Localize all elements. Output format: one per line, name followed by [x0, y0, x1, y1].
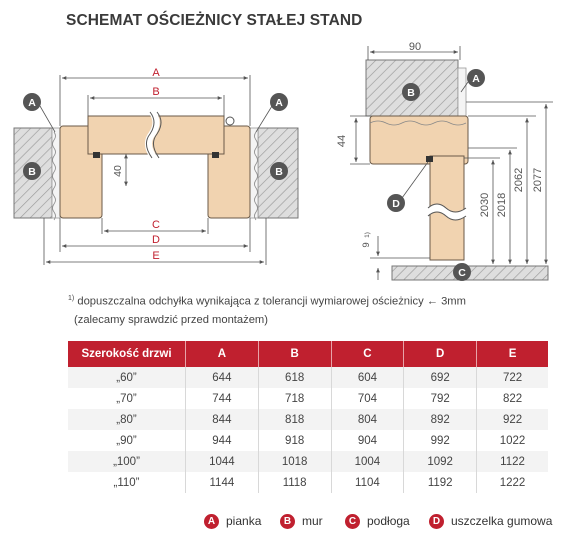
footnote-text-1: dopuszczalna odchyłka wynikająca z tolerancji wymiarowej ościeżnicy ← 3mm — [77, 295, 466, 308]
marker-b-left — [23, 162, 41, 180]
legend-item-foam — [204, 512, 261, 530]
dimensions-table — [68, 341, 548, 493]
cell-d: 892 — [404, 409, 477, 430]
dim-label-e: E — [152, 250, 160, 262]
dim-90: 90 — [408, 41, 422, 53]
dim-2018: 2018 — [496, 192, 508, 218]
cell-a: 1144 — [186, 472, 259, 493]
svg-text:A: A — [472, 73, 480, 85]
dim-2062: 2062 — [513, 167, 525, 193]
cell-e: 822 — [477, 388, 548, 409]
svg-text:A: A — [28, 97, 36, 109]
marker-a-right — [256, 93, 288, 132]
header-b: B — [258, 341, 331, 367]
legend-label-wall: mur — [302, 514, 323, 528]
cell-a: 844 — [186, 409, 259, 430]
dim-label-d: D — [152, 234, 160, 246]
cell-d: 1092 — [404, 451, 477, 472]
cell-b: 1118 — [258, 472, 331, 493]
right-seal — [212, 152, 219, 158]
lintel-foam — [458, 68, 466, 116]
cell-e: 1022 — [477, 430, 548, 451]
cell-e: 922 — [477, 409, 548, 430]
legend-item-seal — [429, 512, 552, 530]
page-title: SCHEMAT OŚCIEŻNICY STAŁEJ STAND — [66, 12, 363, 29]
cell-d: 992 — [404, 430, 477, 451]
svg-text:D: D — [392, 198, 400, 210]
svg-text:C: C — [458, 267, 466, 279]
cell-e: 722 — [477, 367, 548, 388]
svg-text:B: B — [275, 166, 283, 178]
left-seal — [93, 152, 100, 158]
cell-b: 918 — [258, 430, 331, 451]
cell-b: 1018 — [258, 451, 331, 472]
cell-e: 1222 — [477, 472, 548, 493]
legend-marker-b: B — [280, 514, 295, 529]
table-row — [68, 430, 548, 451]
dim-2030: 2030 — [479, 192, 491, 218]
dim-44: 44 — [336, 134, 348, 148]
marker-b-section — [402, 83, 420, 101]
cell-a: 644 — [186, 367, 259, 388]
footnote-line-2: (zalecamy sprawdzić przed montażem) — [74, 314, 268, 326]
dim-2077: 2077 — [532, 167, 544, 193]
cell-c: 604 — [331, 367, 404, 388]
table-row — [68, 472, 548, 493]
legend-item-wall — [280, 512, 323, 530]
legend-label-foam: pianka — [226, 514, 262, 528]
cell-c: 1004 — [331, 451, 404, 472]
legend-marker-a: A — [204, 514, 219, 529]
cell-a: 744 — [186, 388, 259, 409]
svg-text:A: A — [275, 97, 283, 109]
legend-label-floor: podłoga — [367, 514, 410, 528]
cell-d: 692 — [404, 367, 477, 388]
cell-size: „100” — [68, 451, 186, 472]
cell-c: 1104 — [331, 472, 404, 493]
header-d: D — [404, 341, 477, 367]
cell-c: 804 — [331, 409, 404, 430]
dim-label-c: C — [152, 219, 160, 231]
cell-size: „90” — [68, 430, 186, 451]
cell-b: 618 — [258, 367, 331, 388]
legend-marker-d: D — [429, 514, 444, 529]
marker-b-right — [270, 162, 288, 180]
cell-a: 1044 — [186, 451, 259, 472]
cell-e: 1122 — [477, 451, 548, 472]
cell-d: 792 — [404, 388, 477, 409]
legend-label-seal: uszczelka gumowa — [451, 514, 553, 528]
cell-a: 944 — [186, 430, 259, 451]
table-row — [68, 367, 548, 388]
dim-9-footnote-marker: 1) — [364, 232, 371, 238]
cell-size: „60” — [68, 367, 186, 388]
cell-size: „110” — [68, 472, 186, 493]
marker-c-section — [453, 263, 471, 281]
dim-label-b: B — [152, 86, 160, 98]
left-diagram — [14, 67, 298, 265]
cell-size: „70” — [68, 388, 186, 409]
header-e: E — [477, 341, 548, 367]
header-door-width: Szerokość drzwi — [68, 341, 186, 367]
table-row — [68, 409, 548, 430]
cell-b: 818 — [258, 409, 331, 430]
cell-b: 718 — [258, 388, 331, 409]
seal-section — [426, 156, 433, 162]
cell-c: 904 — [331, 430, 404, 451]
cell-c: 704 — [331, 388, 404, 409]
cell-d: 1192 — [404, 472, 477, 493]
svg-text:B: B — [28, 166, 36, 178]
svg-text:B: B — [407, 87, 415, 99]
marker-d-section — [387, 162, 428, 212]
header-c: C — [331, 341, 404, 367]
footnote-marker: 1) — [68, 295, 75, 302]
marker-a-left — [23, 93, 55, 132]
dim-9: 9 — [361, 242, 372, 248]
table-row — [68, 388, 548, 409]
cell-size: „80” — [68, 409, 186, 430]
table-row — [68, 451, 548, 472]
legend-item-floor — [345, 512, 410, 530]
header-a: A — [186, 341, 259, 367]
dim-label-a: A — [152, 67, 160, 79]
footnote-line-1 — [68, 295, 466, 308]
legend-marker-c: C — [345, 514, 360, 529]
table-header-row — [68, 341, 548, 367]
dim-label-depth: 40 — [112, 165, 124, 177]
right-diagram — [336, 41, 553, 281]
